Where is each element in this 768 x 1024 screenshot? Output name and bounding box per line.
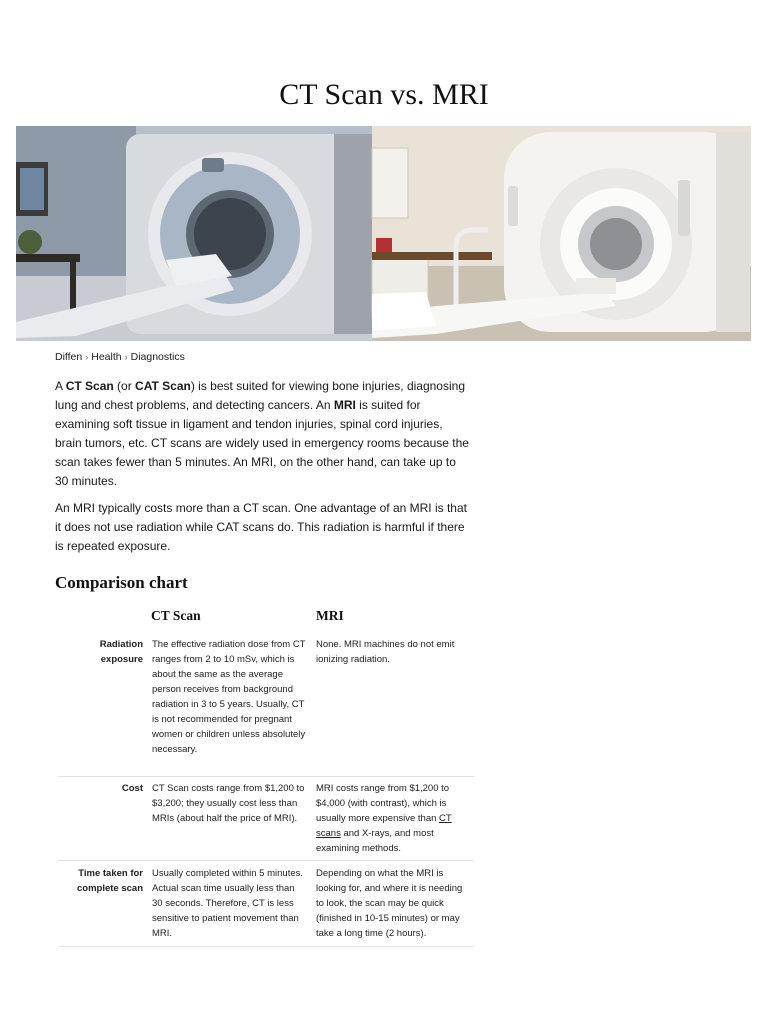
ct-cell: The effective radiation dose from CT ranges from 2 to 10 mSv, which is about the same as the average person receives from background radiation in 3 to 5 years. Usually, CT is not recommended for pregnant women or children unless absolutely necessary. bbox=[152, 639, 306, 755]
table-row bbox=[58, 866, 474, 947]
ct-cell: Usually completed within 5 minutes. Actual scan time usually less than 30 seconds. Therefore, CT is less sensitive to patient movement than MRI. bbox=[152, 868, 304, 939]
intro-paragraph-2: An MRI typically costs more than a CT scan. One advantage of an MRI is that it does not use radiation while CAT scans do. This radiation is harmful if there is repeated exposure. bbox=[55, 501, 467, 553]
comparison-heading: Comparison chart bbox=[55, 573, 188, 592]
table-row bbox=[58, 637, 474, 777]
breadcrumb-link-health[interactable]: Health bbox=[91, 351, 122, 363]
mri-cell: Depending on what the MRI is looking for, and where it is needing to look, the scan may be quick (finished in 10-15 minutes) or may take a long time (2 hours). bbox=[316, 868, 463, 939]
column-header-ct-scan: CT Scan bbox=[151, 608, 201, 623]
hero-image bbox=[16, 126, 751, 341]
breadcrumb-link-diffen[interactable]: Diffen bbox=[55, 351, 83, 363]
term-mri: MRI bbox=[333, 398, 356, 412]
breadcrumb bbox=[55, 351, 185, 363]
mri-cell: None. MRI machines do not emit ionizing radiation. bbox=[316, 639, 455, 665]
chevron-right-icon: › bbox=[124, 352, 128, 362]
ct-cell: CT Scan costs range from $1,200 to $3,200; they usually cost less than MRIs (about half the price of MRI). bbox=[152, 783, 305, 824]
row-label: Time taken for complete scan bbox=[77, 868, 143, 894]
term-cat-scan: CAT Scan bbox=[135, 379, 191, 393]
intro-text bbox=[55, 377, 470, 564]
column-header-mri: MRI bbox=[316, 608, 344, 623]
term-ct-scan: CT Scan bbox=[65, 379, 114, 393]
table-row bbox=[58, 781, 474, 861]
ct-scans-link[interactable]: CT scans bbox=[316, 813, 452, 839]
ct-and-mri-photo bbox=[16, 126, 751, 341]
breadcrumb-link-diagnostics[interactable]: Diagnostics bbox=[130, 351, 185, 363]
row-label: Cost bbox=[121, 783, 143, 794]
chevron-right-icon: › bbox=[85, 352, 89, 362]
page-title: CT Scan vs. MRI bbox=[279, 78, 489, 111]
mri-cell: MRI costs range from $1,200 to $4,000 (with contrast), which is usually more expensive than CT scans and X-rays, and most examining methods. bbox=[316, 783, 452, 854]
row-label: Radiation exposure bbox=[99, 639, 143, 665]
intro-paragraph-1: A CT Scan (or CAT Scan) is best suited for viewing bone injuries, diagnosing lung and chest problems, and detecting cancers. An MRI is suited for examining soft tissue in ligament and tendon injuries, spinal cord injuries, brain tumors, etc. CT scans are widely used in emergency rooms because the scan takes fewer than 5 minutes. An MRI, on the other hand, can take up to 30 minutes. bbox=[55, 379, 469, 488]
